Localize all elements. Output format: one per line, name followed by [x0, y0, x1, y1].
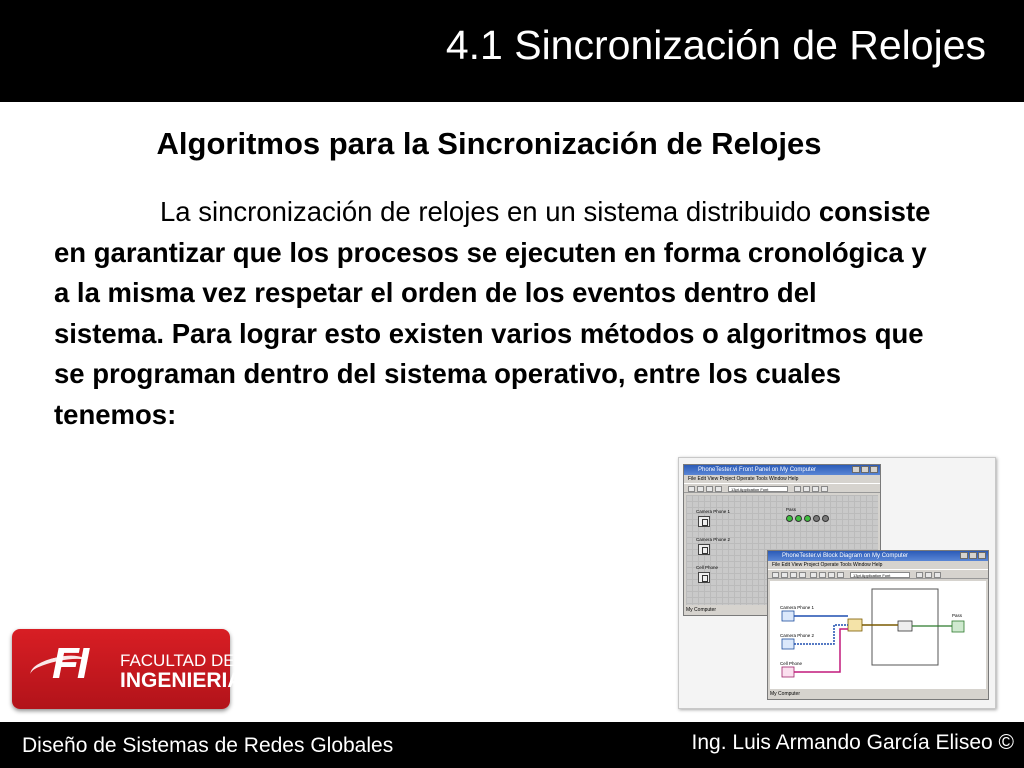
footer-bar: [0, 722, 1024, 768]
title-bar: [0, 0, 1024, 102]
run-continuous-icon: [781, 572, 788, 578]
font-selector: [728, 486, 788, 492]
highlight-icon: [810, 572, 817, 578]
footer-course: Diseño de Sistemas de Redes Globales: [22, 734, 394, 757]
logo-text-line1: FACULTAD DE: [120, 651, 235, 670]
run-continuous-icon: [697, 486, 704, 492]
front-panel-title: PhoneTester.vi Front Panel on My Computer: [698, 467, 817, 473]
body-paragraph: [54, 192, 934, 435]
block-diagram-title: PhoneTester.vi Block Diagram on My Computer: [782, 553, 909, 559]
reorder-icon: [821, 486, 828, 492]
pass-led-3: [804, 515, 811, 522]
front-panel-titlebar: [684, 465, 880, 475]
control-label-1: Camera Phone 1: [696, 509, 731, 514]
slide-title: 4.1 Sincronización de Relojes: [445, 22, 986, 68]
bundle-node: [848, 619, 862, 631]
front-panel-toolbar: [684, 483, 880, 493]
align-icon: [794, 486, 801, 492]
minimize-icon: [852, 466, 860, 473]
reorder-icon: [934, 572, 941, 578]
maximize-icon: [969, 552, 977, 559]
step-icon: [819, 572, 826, 578]
pause-icon: [715, 486, 722, 492]
faculty-logo: [12, 629, 243, 709]
align-icon: [916, 572, 923, 578]
camera-phone-1-terminal: [782, 611, 794, 621]
abort-icon: [706, 486, 713, 492]
window-controls: [852, 466, 878, 473]
pass-terminal: [952, 621, 964, 632]
logo-mark: FI: [52, 639, 88, 688]
pass-label: Pass: [786, 507, 797, 512]
pass-led-2: [795, 515, 802, 522]
subvi-node: [898, 621, 912, 631]
labview-screenshot: [678, 457, 996, 709]
control-label-2: Camera Phone 2: [696, 537, 731, 542]
cell-phone-control: [698, 572, 710, 583]
pass-terminal-label: Pass: [952, 613, 963, 618]
distribute-icon: [803, 486, 810, 492]
pause-icon: [799, 572, 806, 578]
block-diagram-menu: File Edit View Project Operate Tools Window Help: [772, 562, 883, 568]
body-text-bold: consiste en garantizar que los procesos se ejecuten en forma cronológica y a la misma vez respetar el orden de los eventos dentro del sistema. Para lograr esto existen varios métodos o algoritmos que se programan dentro del sistema operativo, entre los cuales tenemos:: [54, 196, 931, 430]
block-diagram-status: My Computer: [770, 691, 801, 697]
minimize-icon: [960, 552, 968, 559]
step-out-icon: [837, 572, 844, 578]
font-selector: [850, 572, 910, 578]
front-panel-menu: File Edit View Project Operate Tools Window Help: [688, 476, 799, 482]
maximize-icon: [861, 466, 869, 473]
body-text-normal: La sincronización de relojes en un sistema distribuido: [160, 196, 819, 227]
font-selector-label: 13pt Application Font: [853, 573, 891, 578]
close-icon: [870, 466, 878, 473]
section-subtitle: Algoritmos para la Sincronización de Relojes: [156, 126, 822, 161]
pass-led-1: [786, 515, 793, 522]
camera-phone-2-control: [698, 544, 710, 555]
control-label-3: Cell Phone: [696, 565, 719, 570]
block-diagram-window: [767, 550, 989, 700]
camera-phone-2-terminal: [782, 639, 794, 649]
terminal-label-2: Camera Phone 2: [780, 633, 815, 638]
block-diagram-canvas: [770, 581, 986, 689]
resize-icon: [812, 486, 819, 492]
front-panel-status: My Computer: [686, 607, 717, 613]
camera-phone-1-control: [698, 516, 710, 527]
pass-led-4: [813, 515, 820, 522]
window-controls: [960, 552, 986, 559]
run-icon: [772, 572, 779, 578]
terminal-label-1: Camera Phone 1: [780, 605, 815, 610]
font-selector-label: 13pt Application Font: [731, 487, 769, 492]
terminal-label-3: Cell Phone: [780, 661, 803, 666]
run-icon: [688, 486, 695, 492]
block-diagram-titlebar: [768, 551, 988, 561]
footer-author: Ing. Luis Armando García Eliseo ©: [691, 731, 1014, 754]
cell-phone-terminal: [782, 667, 794, 677]
block-diagram-toolbar: [768, 569, 988, 579]
step-over-icon: [828, 572, 835, 578]
pass-led-5: [822, 515, 829, 522]
logo-text-line2: INGENIERIA: [120, 669, 243, 692]
abort-icon: [790, 572, 797, 578]
close-icon: [978, 552, 986, 559]
distribute-icon: [925, 572, 932, 578]
